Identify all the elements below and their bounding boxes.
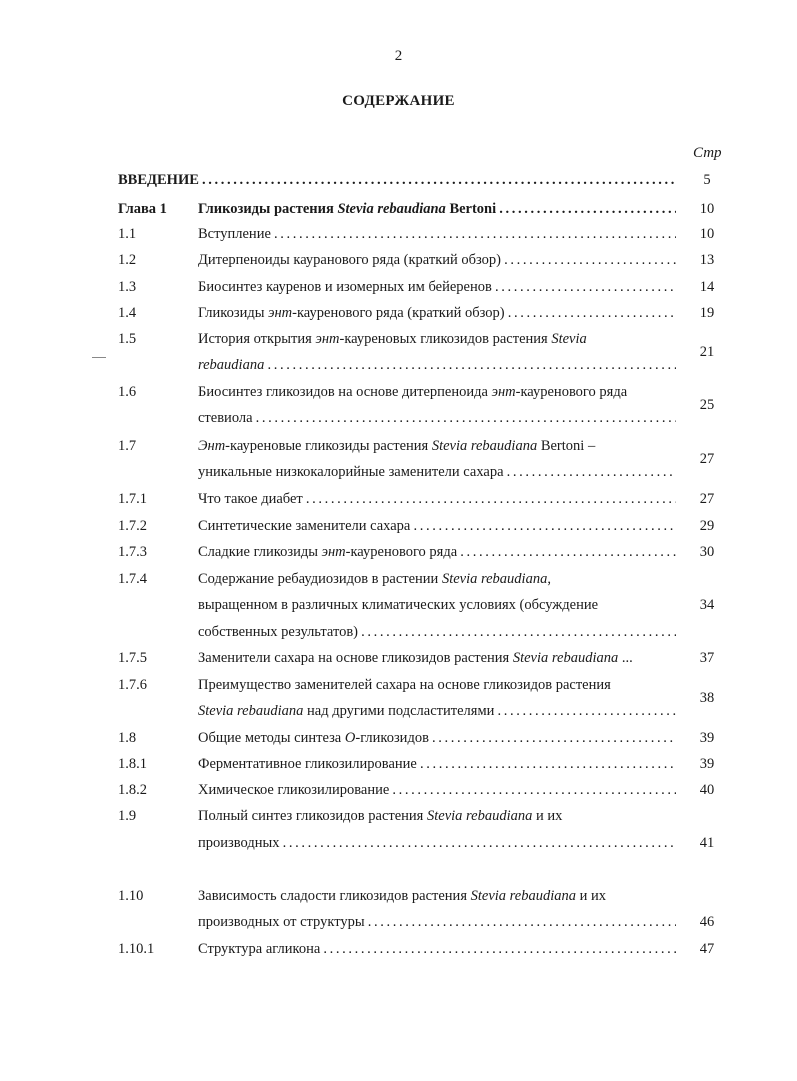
toc-title-continuation: производных от структуры . . . xyxy=(198,914,676,931)
page-column-header: Стр xyxy=(693,145,722,161)
toc-title-continuation: производных . . . xyxy=(198,835,676,852)
toc-title: Ферментативное гликозилирование . . . xyxy=(198,756,676,773)
toc-page: 41 xyxy=(699,835,715,851)
toc-page: 46 xyxy=(699,914,715,930)
toc-page: 27 xyxy=(699,491,715,507)
toc-title: Структура агликона . . . xyxy=(198,941,676,958)
toc-page: 19 xyxy=(699,305,715,321)
toc-page: 37 xyxy=(699,650,715,666)
toc-number: Глава 1 xyxy=(118,201,167,217)
toc-title: Преимущество заменителей сахара на основе гликозидов растения xyxy=(198,677,611,693)
toc-page: 38 xyxy=(699,690,715,706)
toc-title: Полный синтез гликозидов растения Stevia rebaudiana и их xyxy=(198,808,563,824)
toc-number: 1.8 xyxy=(118,730,137,746)
toc-title: Гликозиды энт-кауренового ряда (краткий обзор) . . . xyxy=(198,305,676,322)
toc-page: 13 xyxy=(699,252,715,268)
toc-number: 1.9 xyxy=(118,808,137,824)
toc-title-continuation: rebaudiana . . . xyxy=(198,357,676,374)
page-number: 2 xyxy=(394,48,403,64)
toc-number: 1.7.1 xyxy=(118,491,147,507)
toc-title: Биосинтез гликозидов на основе дитерпеноида энт-кауренового ряда xyxy=(198,384,628,400)
toc-page: 29 xyxy=(699,518,715,534)
toc-title: Дитерпеноиды кауранового ряда (краткий обзор) . . . xyxy=(198,252,676,269)
toc-number: 1.1 xyxy=(118,226,137,242)
toc-title: Сладкие гликозиды энт-кауренового ряда . . . xyxy=(198,544,676,561)
toc-number: 1.6 xyxy=(118,384,137,400)
toc-title: Содержание ребаудиозидов в растении Stevia rebaudiana, xyxy=(198,571,551,587)
toc-page: 47 xyxy=(699,941,715,957)
toc-title: Зависимость сладости гликозидов растения Stevia rebaudiana и их xyxy=(198,888,607,904)
margin-mark xyxy=(92,357,106,358)
toc-title: Синтетические заменители сахара . . . xyxy=(198,518,676,535)
toc-number: 1.8.2 xyxy=(118,782,147,798)
toc-title-continuation: Stevia rebaudiana над другими подсластителями . . . xyxy=(198,703,676,720)
toc-number: 1.7.2 xyxy=(118,518,147,534)
toc-title: Энт-кауреновые гликозиды растения Stevia rebaudiana Bertoni – xyxy=(198,438,596,454)
toc-page: 14 xyxy=(699,279,715,295)
toc-page: 39 xyxy=(699,756,715,772)
toc-number: 1.5 xyxy=(118,331,137,347)
toc-title: Гликозиды растения Stevia rebaudiana Bertoni . . . xyxy=(198,201,676,218)
toc-page: 40 xyxy=(699,782,715,798)
toc-page: 5 xyxy=(703,172,711,188)
toc-number: 1.8.1 xyxy=(118,756,147,772)
toc-title-continuation: собственных результатов) . . . xyxy=(198,624,676,641)
toc-title: Вступление . . . xyxy=(198,226,676,243)
toc-page: 39 xyxy=(699,730,715,746)
toc-number: 1.7.6 xyxy=(118,677,147,693)
toc-number: 1.4 xyxy=(118,305,137,321)
toc-number: 1.7 xyxy=(118,438,137,454)
toc-title: Биосинтез кауренов и изомерных им бейеренов . . . xyxy=(198,279,676,296)
toc-page: 30 xyxy=(699,544,715,560)
toc-number: 1.7.4 xyxy=(118,571,147,587)
toc-title-continuation: выращенном в различных климатических условиях (обсуждение xyxy=(198,597,599,613)
toc-page: 10 xyxy=(699,226,715,242)
toc-title: Что такое диабет . . . xyxy=(198,491,676,508)
toc-page: 25 xyxy=(699,397,715,413)
toc-page: 27 xyxy=(699,451,715,467)
toc-number: 1.10.1 xyxy=(118,941,155,957)
toc-title-continuation: стевиола . . . xyxy=(198,410,676,427)
toc-page: 34 xyxy=(699,597,715,613)
toc-number: 1.2 xyxy=(118,252,137,268)
toc-title: История открытия энт-кауреновых гликозидов растения Stevia xyxy=(198,331,587,347)
toc-number: 1.3 xyxy=(118,279,137,295)
toc-title: Общие методы синтеза O-гликозидов . . . xyxy=(198,730,676,747)
toc-number: 1.10 xyxy=(118,888,144,904)
toc-title: Заменители сахара на основе гликозидов растения Stevia rebaudiana ... xyxy=(198,650,633,666)
toc-number: 1.7.3 xyxy=(118,544,147,560)
toc-page: 21 xyxy=(699,344,715,360)
toc-page: 10 xyxy=(699,201,715,217)
toc-number: 1.7.5 xyxy=(118,650,147,666)
toc-title: Химическое гликозилирование . . . xyxy=(198,782,676,799)
toc-title-continuation: уникальные низкокалорийные заменители сахара . . . xyxy=(198,464,676,481)
page-title: СОДЕРЖАНИЕ xyxy=(342,93,455,109)
toc-title: ВВЕДЕНИЕ . . . xyxy=(118,172,676,189)
